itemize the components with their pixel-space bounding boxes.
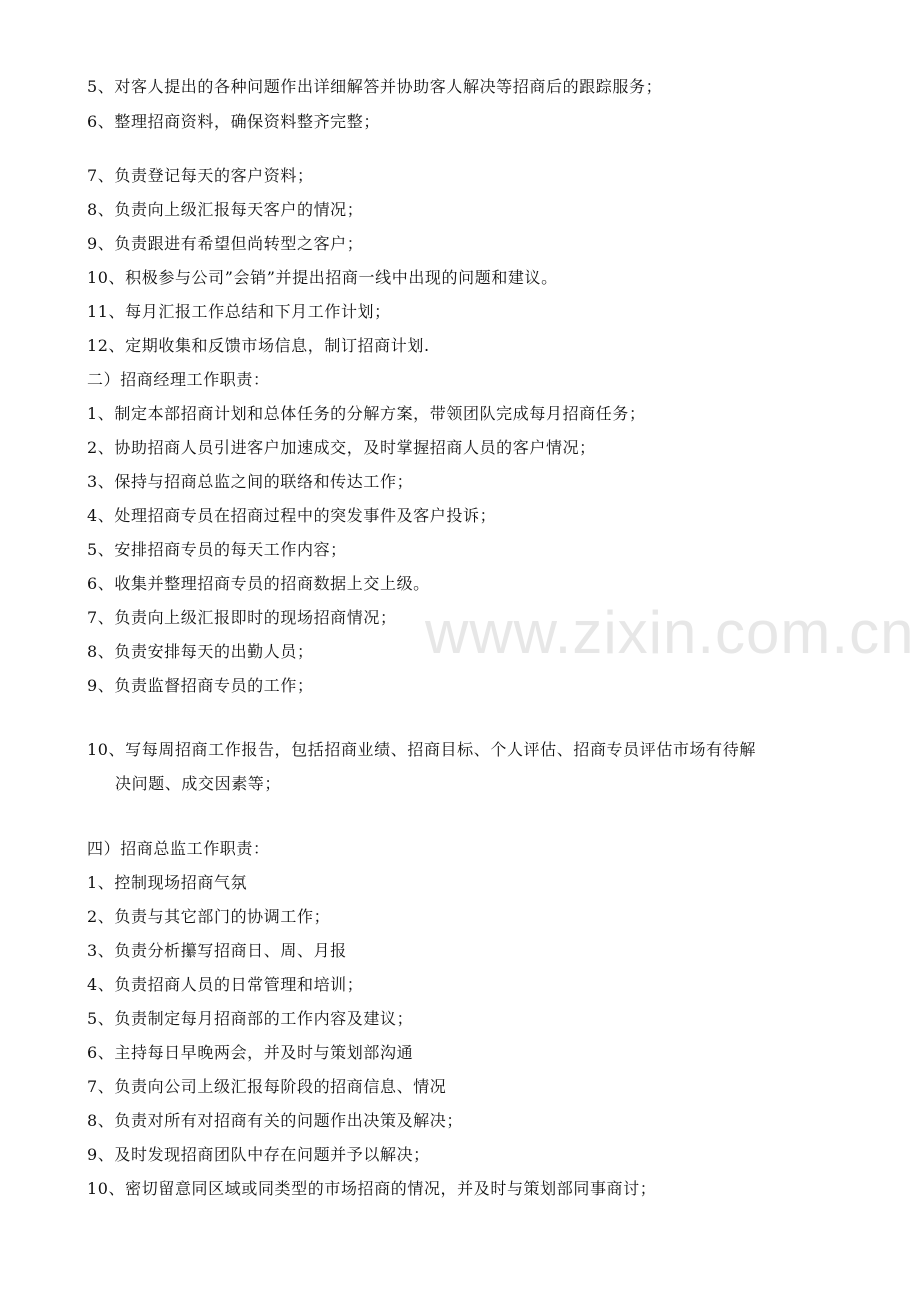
section-heading: 四）招商总监工作职责： [87,839,270,858]
list-item: 5、对客人提出的各种问题作出详细解答并协助客人解决等招商后的跟踪服务； [87,77,663,96]
list-item: 2、协助招商人员引进客户加速成交，及时掌握招商人员的客户情况； [87,438,596,457]
list-item: 8、负责向上级汇报每天客户的情况； [87,200,364,219]
list-item: 1、控制现场招商气氛 [87,873,248,892]
list-item: 11、每月汇报工作总结和下月工作计划； [87,302,391,321]
list-item: 9、及时发现招商团队中存在问题并予以解决； [87,1145,430,1164]
list-item: 6、主持每日早晚两会，并及时与策划部沟通 [87,1043,414,1062]
list-item: 6、整理招商资料，确保资料整齐完整； [87,112,380,131]
list-item: 7、负责登记每天的客户资料； [87,166,314,185]
list-item: 12、定期收集和反馈市场信息，制订招商计划. [87,336,430,355]
list-item: 4、负责招商人员的日常管理和培训； [87,975,364,994]
list-item: 6、收集并整理招商专员的招商数据上交上级。 [87,574,430,593]
list-item: 5、负责制定每月招商部的工作内容及建议； [87,1009,414,1028]
list-item-continuation: 决问题、成交因素等； [115,774,282,793]
watermark: www.zixin.com.cn [425,599,915,666]
list-item: 9、负责监督招商专员的工作； [87,676,314,695]
list-item: 2、负责与其它部门的协调工作； [87,907,331,926]
list-item: 10、密切留意同区域或同类型的市场招商的情况，并及时与策划部同事商讨； [87,1179,657,1198]
list-item: 1、制定本部招商计划和总体任务的分解方案，带领团队完成每月招商任务； [87,404,646,423]
list-item: 3、保持与招商总监之间的联络和传达工作； [87,472,414,491]
list-item: 7、负责向上级汇报即时的现场招商情况； [87,608,397,627]
list-item: 10、积极参与公司”会销”并提出招商一线中出现的问题和建议。 [87,268,558,287]
list-item: 8、负责安排每天的出勤人员； [87,642,314,661]
list-item: 4、处理招商专员在招商过程中的突发事件及客户投诉； [87,506,497,525]
list-item: 8、负责对所有对招商有关的问题作出决策及解决； [87,1111,463,1130]
section-heading: 二）招商经理工作职责： [87,370,270,389]
list-item: 5、安排招商专员的每天工作内容； [87,540,347,559]
list-item: 10、写每周招商工作报告，包括招商业绩、招商目标、个人评估、招商专员评估市场有待解 [87,740,756,759]
list-item: 9、负责跟进有希望但尚转型之客户； [87,234,364,253]
list-item: 3、负责分析攥写招商日、周、月报 [87,941,347,960]
list-item: 7、负责向公司上级汇报每阶段的招商信息、情况 [87,1077,447,1096]
